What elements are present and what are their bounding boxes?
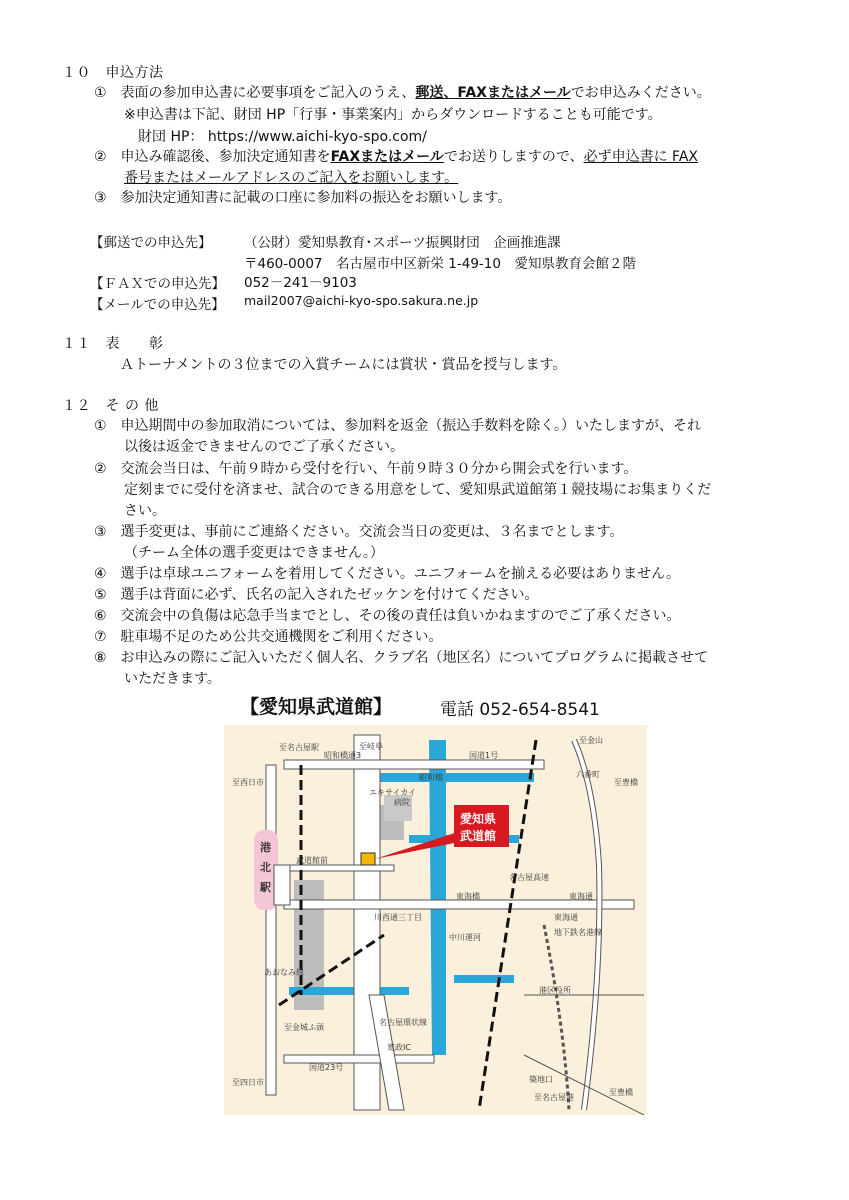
map-venue-label-2: 武道館 xyxy=(460,829,497,843)
map-label-yokkaichi-2: 至四日市 xyxy=(232,1078,264,1087)
map-road-west xyxy=(266,765,276,1095)
map-label-nagoyako: 至名古屋港 xyxy=(534,1093,574,1102)
map-label-kawanishi: 川西通三丁目 xyxy=(374,913,422,922)
sec10-item-1 xyxy=(94,82,711,102)
sec10-item-2-methods: FAXまたはメール xyxy=(330,149,444,165)
map-venue-marker xyxy=(361,853,375,865)
map-label-expressway-2: 名古屋高速 xyxy=(509,873,549,882)
map-label-aonami: あおなみ線 xyxy=(264,968,304,977)
map-label-kinjo: 至金城ふ頭 xyxy=(284,1023,324,1032)
map-label-tokai-dori: 東海通 xyxy=(569,892,593,901)
map-road-showa xyxy=(284,760,544,769)
mail-label: 【郵送での申込先】 xyxy=(90,235,212,251)
map-station-label-1: 港 xyxy=(260,841,271,854)
map-label-hospital-2: 病院 xyxy=(394,798,410,807)
map-road-tokai xyxy=(284,900,634,909)
email-label: 【メールでの申込先】 xyxy=(90,297,225,313)
sec12-item-5: ⑤ 選手は背面に必ず、氏名の記入されたゼッケンを付けてください。 xyxy=(94,587,539,603)
map-road-route23 xyxy=(284,1055,434,1063)
sec10-item-1-tail: でお申込みください。 xyxy=(570,85,711,101)
map-label-showabashi: 昭和橋 xyxy=(419,773,443,782)
sec12-item-8: ⑧ お申込みの際にご記入いただく個人名、クラブ名（地区名）についてプログラムに掲載させて xyxy=(94,650,709,666)
sec10-item-2-note-cont: 番号またはメールアドレスのご記入をお願いします。 xyxy=(124,170,459,186)
sec12-item-7: ⑦ 駐車場不足のため公共交通機関をご利用ください。 xyxy=(94,629,443,645)
fax-label: 【ＦＡＸでの申込先】 xyxy=(90,276,225,292)
map-venue-label-1: 愛知県 xyxy=(460,812,497,826)
map-label-kanayama: 至金山 xyxy=(579,736,603,745)
sec10-item-1-lead: ① 表面の参加申込書に必要事項をご記入のうえ、 xyxy=(94,85,416,101)
sec12-item-1: ① 申込期間中の参加取消については、参加料を返金（振込手数料を除く。）いたしますが、それ xyxy=(94,418,701,434)
section-12-heading: １２ そ の 他 xyxy=(62,398,159,414)
mail-org: （公財）愛知県教育･スポーツ振興財団 企画推進課 xyxy=(244,235,561,251)
sec10-item-2-mid: でお送りしますので、 xyxy=(443,149,584,165)
map-label-metro: 地下鉄名港線 xyxy=(554,928,602,937)
sec12-item-2: ② 交流会当日は、午前９時から受付を行い、午前９時３０分から開会式を行います。 xyxy=(94,461,638,477)
map-label-gifu: 至岐阜 xyxy=(359,742,383,751)
venue-phone: 電話 052-654-8541 xyxy=(440,700,600,720)
map-label-teiji-ic: 寛政IC xyxy=(387,1043,411,1052)
map-label-toyohashi: 至豊橋 xyxy=(614,778,638,787)
sec12-item-4: ④ 選手は卓球ユニフォームを着用してください。ユニフォームを揃える必要はありません。 xyxy=(94,566,680,582)
map-label-tsukiji: 築地口 xyxy=(529,1075,553,1084)
map-label-tokai-dori-2: 東海通 xyxy=(554,913,578,922)
map-label-nakagawa: 中川運河 xyxy=(449,933,481,942)
map-label-route1: 国道1号 xyxy=(469,751,499,760)
sec10-item-2-note: 必ず申込書に FAX xyxy=(583,149,698,165)
foundation-hp-link[interactable]: 財団 HP： https://www.aichi-kyo-spo.com/ xyxy=(138,129,427,145)
map-station-building xyxy=(274,865,290,905)
sec12-item-2-cont2: さい。 xyxy=(124,503,166,519)
map-canal-branch-4 xyxy=(289,987,409,995)
sec12-item-3-cont: （チーム全体の選手変更はできません。） xyxy=(124,545,384,561)
sec11-text: Ａトーナメントの３位までの入賞チームには賞状・賞品を授与します。 xyxy=(120,357,567,373)
sec10-item-3: ③ 参加決定通知書に記載の口座に参加料の振込をお願いします。 xyxy=(94,190,512,206)
map-label-nagoya-st: 至名古屋駅 xyxy=(279,743,319,752)
sec12-item-2-cont: 定刻までに受付を済ませ、試合のできる用意をして、愛知県武道館第１競技場にお集まりくだ xyxy=(124,482,712,498)
sec10-item-2 xyxy=(94,146,698,166)
map-label-hospital-1: エキサイカイ xyxy=(369,788,416,797)
map-station-label-3: 駅 xyxy=(260,881,271,894)
map-label-route23: 国道23号 xyxy=(309,1063,344,1072)
sec12-item-3: ③ 選手変更は、事前にご連絡ください。交流会当日の変更は、３名までとします。 xyxy=(94,524,624,540)
map-label-toyohashi-2: 至豊橋 xyxy=(609,1088,633,1097)
fax-number: 052－241－9103 xyxy=(244,275,357,291)
sec12-item-8-cont: いただきます。 xyxy=(124,671,221,687)
map-label-rokuban: 六番町 xyxy=(576,770,600,779)
sec10-item-1-methods: 郵送、FAXまたはメール xyxy=(415,85,571,101)
mail-address: 〒460-0007 名古屋市中区新栄 1-49-10 愛知県教育会館２階 xyxy=(244,256,636,272)
map-label-tokai-bashi: 東海橋 xyxy=(456,892,480,901)
map-label-showa3: 昭和橋通3 xyxy=(324,751,362,760)
map-label-ward-office: 港区役所 xyxy=(539,986,571,995)
sec10-item-1-note: ※申込書は下記、財団 HP「行事・事業案内」からダウンロードすることも可能です。 xyxy=(124,107,662,123)
venue-title: 【愛知県武道館】 xyxy=(240,696,393,718)
map-label-expressway: 名古屋環状線 xyxy=(379,1018,427,1027)
email-address[interactable]: mail2007@aichi-kyo-spo.sakura.ne.jp xyxy=(244,293,479,308)
map-canal-branch-3 xyxy=(454,975,514,983)
sec12-item-6: ⑥ 交流会中の負傷は応急手当までとし、その後の責任は負いかねますのでご了承ください。 xyxy=(94,608,681,624)
sec12-item-1-cont: 以後は返金できませんのでご了承ください。 xyxy=(124,439,404,455)
section-10-heading: １０ 申込方法 xyxy=(62,65,164,81)
map-label-budokan-mae: 武道館前 xyxy=(296,856,328,865)
map-station-label-2: 北 xyxy=(260,861,271,874)
sec10-item-2-lead: ② 申込み確認後、参加決定通知書を xyxy=(94,149,331,165)
map-graphic xyxy=(224,725,647,1115)
venue-map xyxy=(224,725,647,1115)
section-11-heading: １１ 表 彰 xyxy=(62,336,164,352)
map-label-yokkaichi: 至西日市 xyxy=(232,778,264,787)
map-canal-branch-1 xyxy=(374,773,534,782)
